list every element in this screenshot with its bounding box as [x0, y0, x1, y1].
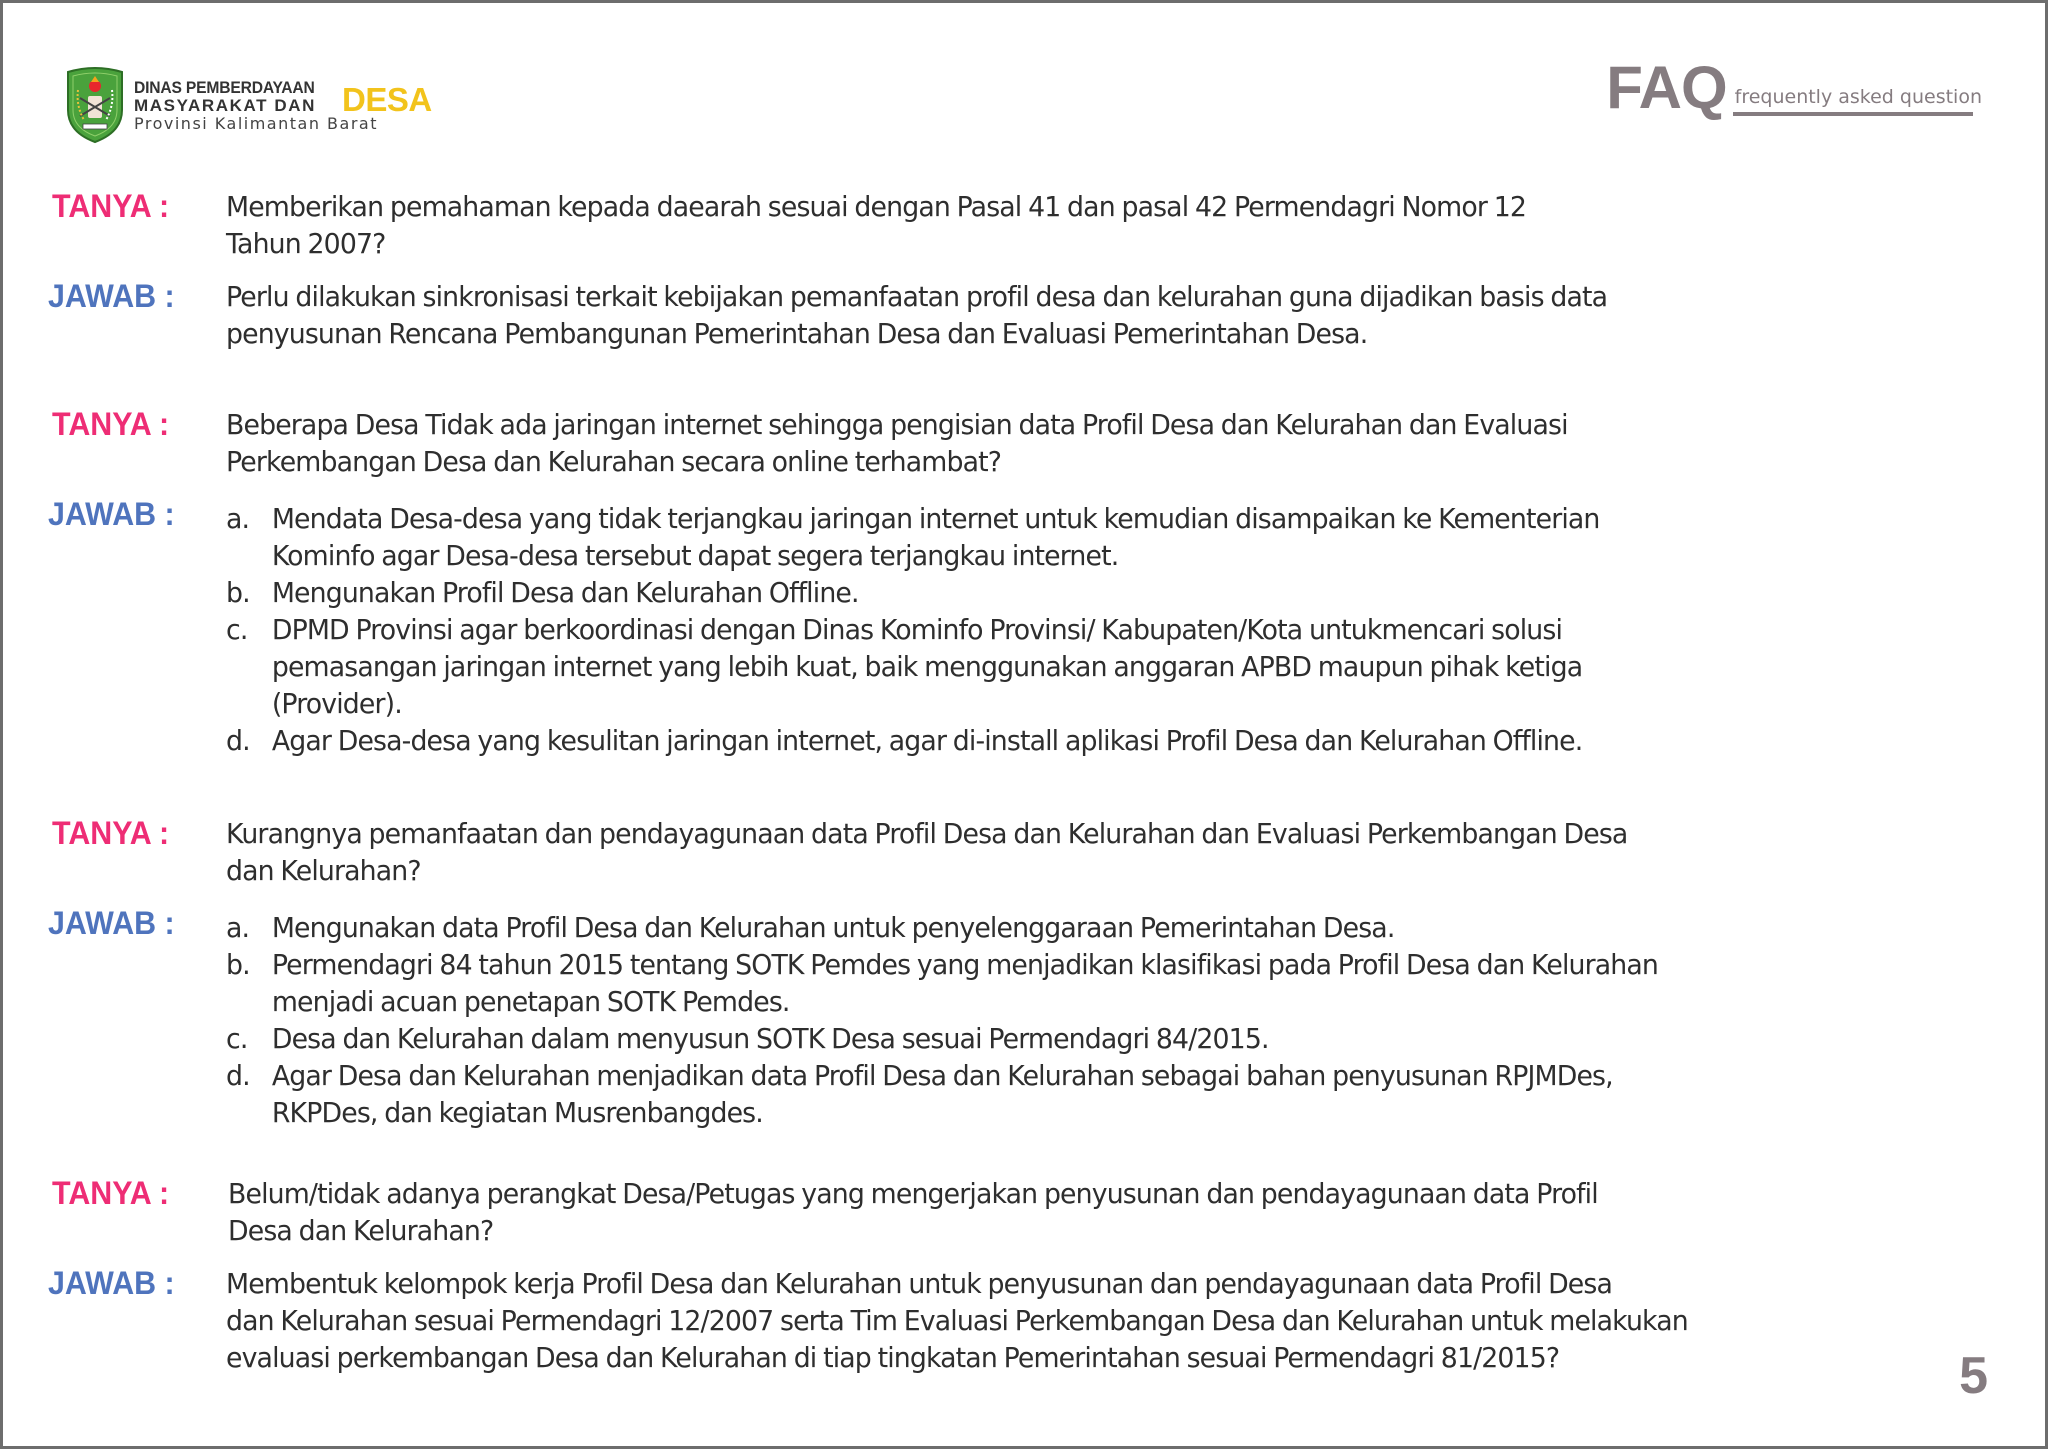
list-marker: d. [226, 1059, 250, 1092]
answer-line: pemasangan jaringan internet yang lebih kuat, baik menggunakan anggaran APBD maupun pihak ketiga [271, 650, 1583, 683]
list-marker: d. [226, 724, 250, 757]
question-line: Belum/tidak adanya perangkat Desa/Petugas yang mengerjakan penyusunan dan pendayagunaan data Profil [228, 1177, 1598, 1210]
answer-line: evaluasi perkembangan Desa dan Kelurahan di tiap tingkatan Pemerintahan sesuai Permendagri 81/2015? [226, 1341, 1560, 1374]
list-marker: c. [226, 1022, 248, 1055]
answer-line: Perlu dilakukan sinkronisasi terkait kebijakan pemanfaatan profil desa dan kelurahan guna dijadikan basis data [226, 280, 1608, 313]
logo-line-2: MASYARAKAT DAN [134, 95, 317, 115]
list-marker: a. [226, 911, 250, 944]
answer-line: Mengunakan data Profil Desa dan Kelurahan untuk penyelenggaraan Pemerintahan Desa. [271, 911, 1395, 944]
tanya-label: TANYA : [52, 188, 170, 224]
answer-line: Kominfo agar Desa-desa tersebut dapat segera terjangkau internet. [271, 539, 1119, 572]
question-text [226, 406, 1945, 480]
answer-line: Mendata Desa-desa yang tidak terjangkau jaringan internet untuk kemudian disampaikan ke Kementerian [271, 502, 1600, 535]
faq-title: FAQ [1606, 54, 1727, 121]
list-marker: a. [226, 502, 250, 535]
page-number: 5 [1959, 1347, 1988, 1405]
tanya-label: TANYA : [52, 815, 170, 851]
answer-line: Permendagri 84 tahun 2015 tentang SOTK Pemdes yang menjadikan klasifikasi pada Profil Desa dan Kelurahan [271, 948, 1659, 981]
answer-line: Agar Desa dan Kelurahan menjadikan data Profil Desa dan Kelurahan sebagai bahan penyusunan RPJMDes, [271, 1059, 1613, 1092]
answer-list-item [226, 946, 1945, 1020]
answer-line: Desa dan Kelurahan dalam menyusun SOTK Desa sesuai Permendagri 84/2015. [271, 1022, 1269, 1055]
answer-line: RKPDes, dan kegiatan Musrenbangdes. [271, 1096, 763, 1129]
question-text [226, 815, 1945, 889]
question-line: Kurangnya pemanfaatan dan pendayagunaan data Profil Desa dan Kelurahan dan Evaluasi Perkembangan Desa [226, 817, 1628, 850]
answer-list-item [226, 500, 1945, 574]
answer-list-item [226, 1057, 1945, 1131]
answer-list-item [226, 574, 1945, 611]
answer-text [226, 1265, 1945, 1376]
answer-list-item [226, 611, 1945, 722]
answer-line: Mengunakan Profil Desa dan Kelurahan Offline. [271, 576, 859, 609]
answer-line: menjadi acuan penetapan SOTK Pemdes. [271, 985, 790, 1018]
answer-list-item [226, 1020, 1945, 1057]
answer-list [226, 909, 1945, 1131]
jawab-label: JAWAB : [48, 278, 175, 314]
logo-line-1: DINAS PEMBERDAYAAN [134, 77, 315, 97]
logo-line-3: Provinsi Kalimantan Barat [134, 113, 378, 133]
question-text [228, 1175, 1947, 1249]
question-line: Memberikan pemahaman kepada daearah sesuai dengan Pasal 41 dan pasal 42 Permendagri Nomor 12 [226, 190, 1527, 223]
answer-line: dan Kelurahan sesuai Permendagri 12/2007 serta Tim Evaluasi Perkembangan Desa dan Kelurahan untuk melakukan [226, 1304, 1688, 1337]
question-line: Perkembangan Desa dan Kelurahan secara online terhambat? [226, 445, 1002, 478]
tanya-label: TANYA : [52, 406, 170, 442]
answer-list [226, 500, 1945, 759]
question-line: dan Kelurahan? [226, 854, 421, 887]
answer-list-item [226, 722, 1945, 759]
question-text [226, 188, 1945, 262]
list-marker: b. [226, 948, 250, 981]
answer-list-item [226, 909, 1945, 946]
list-marker: b. [226, 576, 250, 609]
question-line: Beberapa Desa Tidak ada jaringan internet sehingga pengisian data Profil Desa dan Kelurahan dan Evaluasi [226, 408, 1568, 441]
jawab-label: JAWAB : [48, 496, 175, 532]
faq-header [1606, 54, 1982, 121]
logo-highlight-desa: DESA [342, 80, 432, 118]
agency-logo [64, 66, 432, 144]
list-marker: c. [226, 613, 248, 646]
question-line: Desa dan Kelurahan? [228, 1214, 494, 1247]
answer-line: (Provider). [271, 687, 402, 720]
tanya-label: TANYA : [52, 1175, 170, 1211]
answer-line: DPMD Provinsi agar berkoordinasi dengan Dinas Kominfo Provinsi/ Kabupaten/Kota untukmencari solusi [271, 613, 1563, 646]
answer-line: Membentuk kelompok kerja Profil Desa dan Kelurahan untuk penyusunan dan pendayagunaan data Profil Desa [226, 1267, 1613, 1300]
question-line: Tahun 2007? [226, 227, 386, 260]
faq-subtitle: frequently asked question [1734, 86, 1982, 108]
answer-line: penyusunan Rencana Pembangunan Pemerintahan Desa dan Evaluasi Pemerintahan Desa. [226, 317, 1368, 350]
jawab-label: JAWAB : [48, 1265, 175, 1301]
jawab-label: JAWAB : [48, 905, 175, 941]
faq-underline [1733, 112, 1973, 116]
answer-text [226, 278, 1945, 352]
provincial-coat-of-arms-icon [64, 66, 126, 144]
answer-line: Agar Desa-desa yang kesulitan jaringan internet, agar di-install aplikasi Profil Desa dan Kelurahan Offline. [271, 724, 1583, 757]
